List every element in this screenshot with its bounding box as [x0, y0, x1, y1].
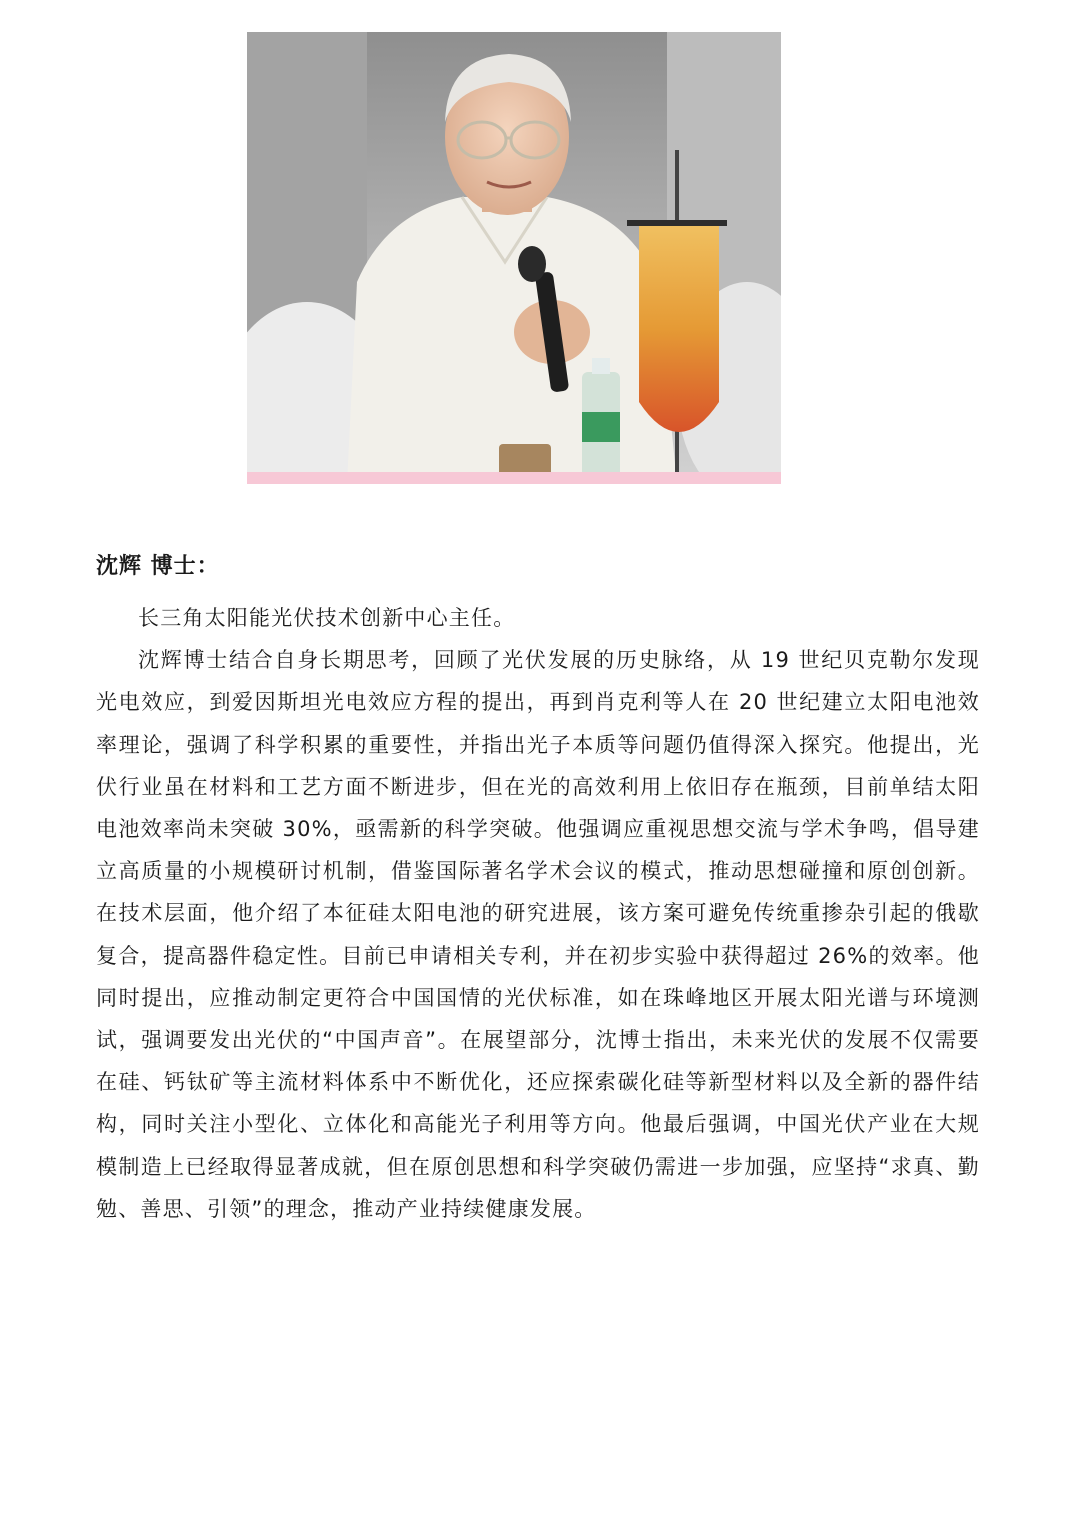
- article-body: [96, 597, 980, 1230]
- speech-summary-paragraph: 沈辉博士结合自身长期思考，回顾了光伏发展的历史脉络，从 19 世纪贝克勒尔发现光电效应，到爱因斯坦光电效应方程的提出，再到肖克利等人在 20 世纪建立太阳电池效率理论，强调了科学积累的重要性，并指出光子本质等问题仍值得深入探究。他提出，光伏行业虽在材料和工艺方面不断进步，但在光的高效利用上依旧存在瓶颈，目前单结太阳电池效率尚未突破 30%，亟需新的科学突破。他强调应重视思想交流与学术争鸣，倡导建立高质量的小规模研讨机制，借鉴国际著名学术会议的模式，推动思想碰撞和原创创新。在技术层面，他介绍了本征硅太阳电池的研究进展，该方案可避免传统重掺杂引起的俄歇复合，提高器件稳定性。目前已申请相关专利，并在初步实验中获得超过 26%的效率。他同时提出，应推动制定更符合中国国情的光伏标准，如在珠峰地区开展太阳光谱与环境测试，强调要发出光伏的“中国声音”。在展望部分，沈博士指出，未来光伏的发展不仅需要在硅、钙钛矿等主流材料体系中不断优化，还应探索碳化硅等新型材料以及全新的器件结构，同时关注小型化、立体化和高能光子利用等方向。他最后强调，中国光伏产业在大规模制造上已经取得显著成就，但在原创思想和科学突破仍需进一步加强，应坚持“求真、勤勉、善思、引领”的理念，推动产业持续健康发展。: [96, 648, 980, 1221]
- speaker-photo: [247, 32, 781, 484]
- speaker-heading: 沈辉 博士：: [96, 554, 220, 579]
- speaker-title-paragraph: 长三角太阳能光伏技术创新中心主任。: [138, 606, 516, 630]
